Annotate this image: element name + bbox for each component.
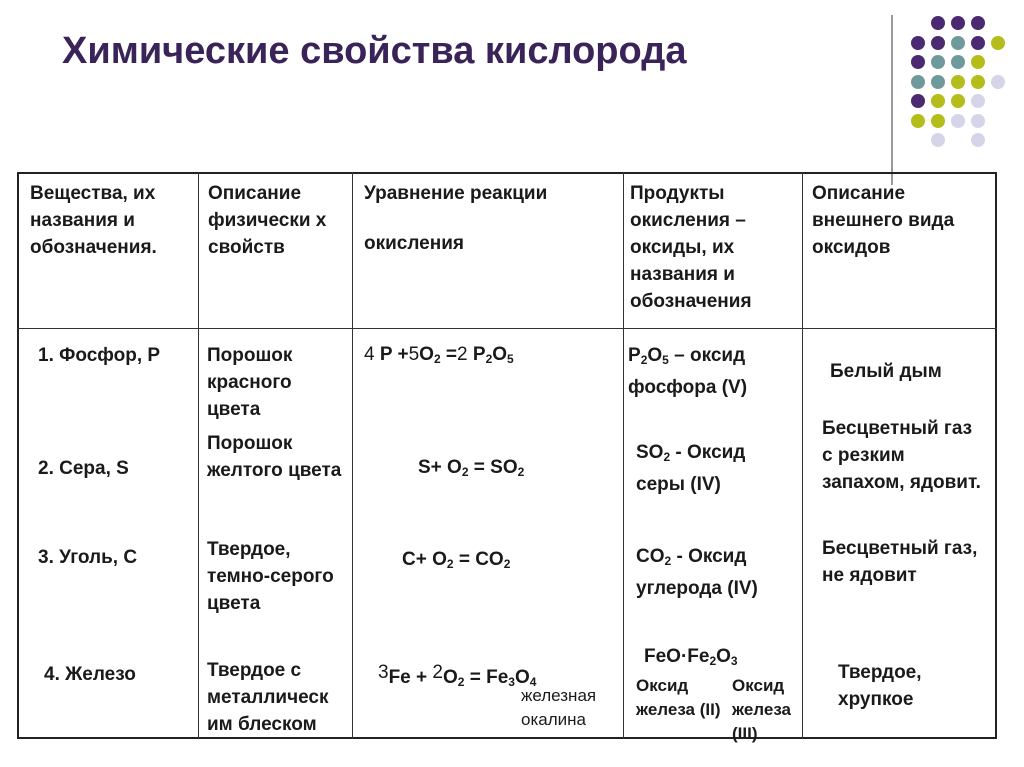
subscript: 2 xyxy=(503,557,511,571)
decorative-dot xyxy=(931,94,945,108)
coefficient: 2 xyxy=(432,662,443,683)
coefficient: 3 xyxy=(378,662,389,683)
equation-carbon xyxy=(402,546,510,578)
decorative-dot xyxy=(971,36,985,50)
decorative-dot xyxy=(991,36,1005,50)
decorative-dot xyxy=(971,133,985,147)
coefficient: 2 xyxy=(457,344,468,365)
decorative-dot xyxy=(931,16,945,30)
decorative-dot xyxy=(971,55,985,69)
decorative-dot xyxy=(951,55,965,69)
decorative-dot xyxy=(911,94,925,108)
decorative-dot xyxy=(931,114,945,128)
product: P xyxy=(472,344,486,365)
product: = CO xyxy=(453,549,504,570)
decorative-dot xyxy=(951,94,965,108)
subscript: 2 xyxy=(433,352,441,366)
column-divider xyxy=(623,172,624,739)
product: = SO xyxy=(468,457,518,478)
reactant: Fe + xyxy=(388,667,433,688)
subscript: 2 xyxy=(485,352,493,366)
decorative-dot xyxy=(931,133,945,147)
subscript: 3 xyxy=(730,654,738,668)
decorative-dot xyxy=(971,75,985,89)
decorative-dot xyxy=(931,75,945,89)
column-divider xyxy=(198,172,199,739)
column-divider xyxy=(802,172,803,739)
appearance-phosphorus: Белый дым xyxy=(830,361,942,382)
decorative-dot xyxy=(991,75,1005,89)
product-phosphorus xyxy=(628,342,798,401)
subscript: 2 xyxy=(709,654,717,668)
subscript: 5 xyxy=(507,352,514,366)
coefficient: 5 xyxy=(408,344,420,365)
header-appearance: Описание внешнего вида оксидов xyxy=(812,183,955,258)
decorative-vertical-line xyxy=(891,15,893,185)
decorative-dot xyxy=(971,114,985,128)
decorative-dot xyxy=(951,16,965,30)
equals-sign: = xyxy=(464,667,487,688)
column-divider xyxy=(352,172,353,739)
physical-sulfur: Порошок желтого цвета xyxy=(207,433,342,481)
reactant: O xyxy=(442,667,458,688)
decorative-dot xyxy=(911,114,925,128)
subscript: 2 xyxy=(663,450,671,464)
product: Fe xyxy=(486,667,509,688)
header-substances: Вещества, их названия и обозначения. xyxy=(30,183,157,258)
appearance-carbon: Бесцветный газ, не ядовит xyxy=(822,538,978,586)
reactant: O xyxy=(419,344,434,365)
formula: CO xyxy=(636,546,665,567)
decorative-dot xyxy=(911,55,925,69)
decorative-dot xyxy=(971,94,985,108)
subscript: 2 xyxy=(461,465,469,479)
plus-sign: + xyxy=(397,344,409,365)
substance-sulfur: 2. Сера, S xyxy=(38,458,129,479)
header-divider xyxy=(17,328,997,329)
formula: O xyxy=(716,646,731,667)
decorative-dot xyxy=(911,36,925,50)
decorative-dot xyxy=(911,75,925,89)
subscript: 2 xyxy=(446,557,454,571)
header-equation: Уравнение реакции xyxy=(364,183,548,204)
product-name: – оксид фосфора (V) xyxy=(628,345,748,398)
formula: FeO·Fe xyxy=(644,646,710,667)
decorative-dot xyxy=(931,36,945,50)
decorative-dot xyxy=(931,55,945,69)
physical-iron: Твердое с металлическ им блеском xyxy=(207,660,329,735)
substance-iron: 4. Железо xyxy=(44,664,136,685)
decorative-dot xyxy=(951,75,965,89)
reactant: P xyxy=(379,344,393,365)
formula: P xyxy=(628,345,641,366)
product-iron-oxide-3: Оксид железа (III) xyxy=(732,676,791,743)
subscript: 2 xyxy=(517,465,525,479)
substance-phosphorus: 1. Фосфор, Р xyxy=(38,345,161,366)
appearance-sulfur: Бесцветный газ с резким запахом, ядовит. xyxy=(822,418,981,493)
formula: SO xyxy=(636,442,664,463)
subscript: 2 xyxy=(457,675,465,689)
reactants: S+ O xyxy=(418,457,462,478)
subscript: 3 xyxy=(508,675,515,689)
product-iron-formula xyxy=(644,643,738,675)
product-carbon xyxy=(636,543,796,602)
appearance-iron: Твердое, хрупкое xyxy=(838,662,922,710)
header-products: Продукты окисления – оксиды, их названия и обозначения xyxy=(630,183,752,312)
decorative-dot xyxy=(951,36,965,50)
product-name: - Оксид углерода (IV) xyxy=(636,546,758,599)
equals-sign: = xyxy=(445,344,458,365)
header-equation-2: окисления xyxy=(364,233,464,254)
subscript: 5 xyxy=(662,353,669,367)
equation-phosphorus xyxy=(364,341,619,373)
iron-oxide-note: железная окалина xyxy=(521,686,597,729)
decorative-dot xyxy=(951,114,965,128)
decorative-dot xyxy=(971,16,985,30)
equation-iron xyxy=(378,659,536,696)
subscript: 4 xyxy=(529,675,537,689)
product-iron-oxide-2: Оксид железа (II) xyxy=(636,676,721,719)
coefficient: 4 xyxy=(364,344,375,365)
product-name: - Оксид серы (IV) xyxy=(636,442,746,495)
equation-sulfur xyxy=(418,454,524,486)
physical-phosphorus: Порошок красного цвета xyxy=(207,345,293,420)
product: O xyxy=(492,344,508,365)
formula: O xyxy=(647,345,663,366)
product: O xyxy=(514,667,530,688)
substance-carbon: 3. Уголь, С xyxy=(38,547,138,568)
subscript: 2 xyxy=(640,353,648,367)
physical-carbon: Твердое, темно-серого цвета xyxy=(207,539,334,614)
reactants: C+ O xyxy=(402,549,447,570)
page-title: Химические свойства кислорода xyxy=(62,30,687,72)
header-physical: Описание физически х свойств xyxy=(208,183,327,258)
subscript: 2 xyxy=(664,554,672,568)
product-sulfur xyxy=(636,439,796,498)
